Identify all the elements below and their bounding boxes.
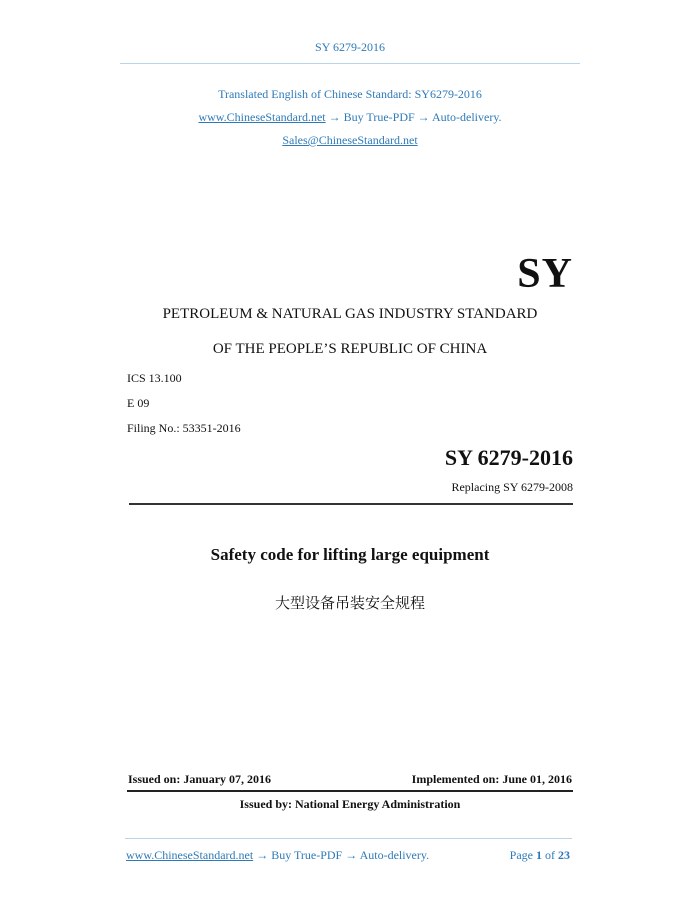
ics-code: ICS 13.100	[127, 371, 182, 385]
filing-number: Filing No.: 53351-2016	[127, 421, 241, 435]
title-english: Safety code for lifting large equipment	[210, 545, 490, 564]
standard-number: SY 6279-2016	[444, 445, 573, 470]
promo-buy-text: → Buy True-PDF → Auto-delivery.	[325, 110, 502, 124]
site-link[interactable]: www.ChineseStandard.net	[198, 110, 326, 124]
email-link[interactable]: Sales@ChineseStandard.net	[282, 133, 418, 147]
page-label: Page	[509, 848, 533, 862]
header-rule	[120, 63, 580, 64]
issued-by: Issued by: National Energy Administration	[239, 797, 461, 811]
footer-rule	[125, 838, 572, 839]
org-line-2: OF THE PEOPLE’S REPUBLIC OF CHINA	[212, 341, 488, 357]
title-chinese: 大型设备吊装安全规程	[274, 594, 425, 612]
org-line-1: PETROLEUM & NATURAL GAS INDUSTRY STANDARD	[162, 306, 538, 322]
page-total: 23	[558, 848, 570, 862]
promo-buy-line	[0, 110, 700, 125]
footer-promo-text: → Buy True-PDF → Auto-delivery.	[253, 848, 430, 862]
email-line	[0, 133, 700, 148]
page-indicator	[510, 848, 570, 863]
sy-logo: SY	[517, 251, 573, 297]
ccs-code: E 09	[127, 396, 150, 410]
standard-rule	[129, 503, 573, 505]
page-of: of	[545, 848, 555, 862]
footer-site-link[interactable]: www.ChineseStandard.net	[126, 848, 254, 862]
footer-promo	[126, 848, 429, 863]
implemented-on: Implemented on: June 01, 2016	[411, 772, 572, 786]
replacing-note: Replacing SY 6279-2008	[451, 480, 573, 494]
issue-rule	[127, 790, 573, 792]
issued-on: Issued on: January 07, 2016	[128, 772, 272, 786]
running-header: SY 6279-2016	[315, 40, 385, 54]
promo-line: Translated English of Chinese Standard: SY6279-2016	[218, 87, 482, 101]
page-current: 1	[536, 848, 542, 862]
